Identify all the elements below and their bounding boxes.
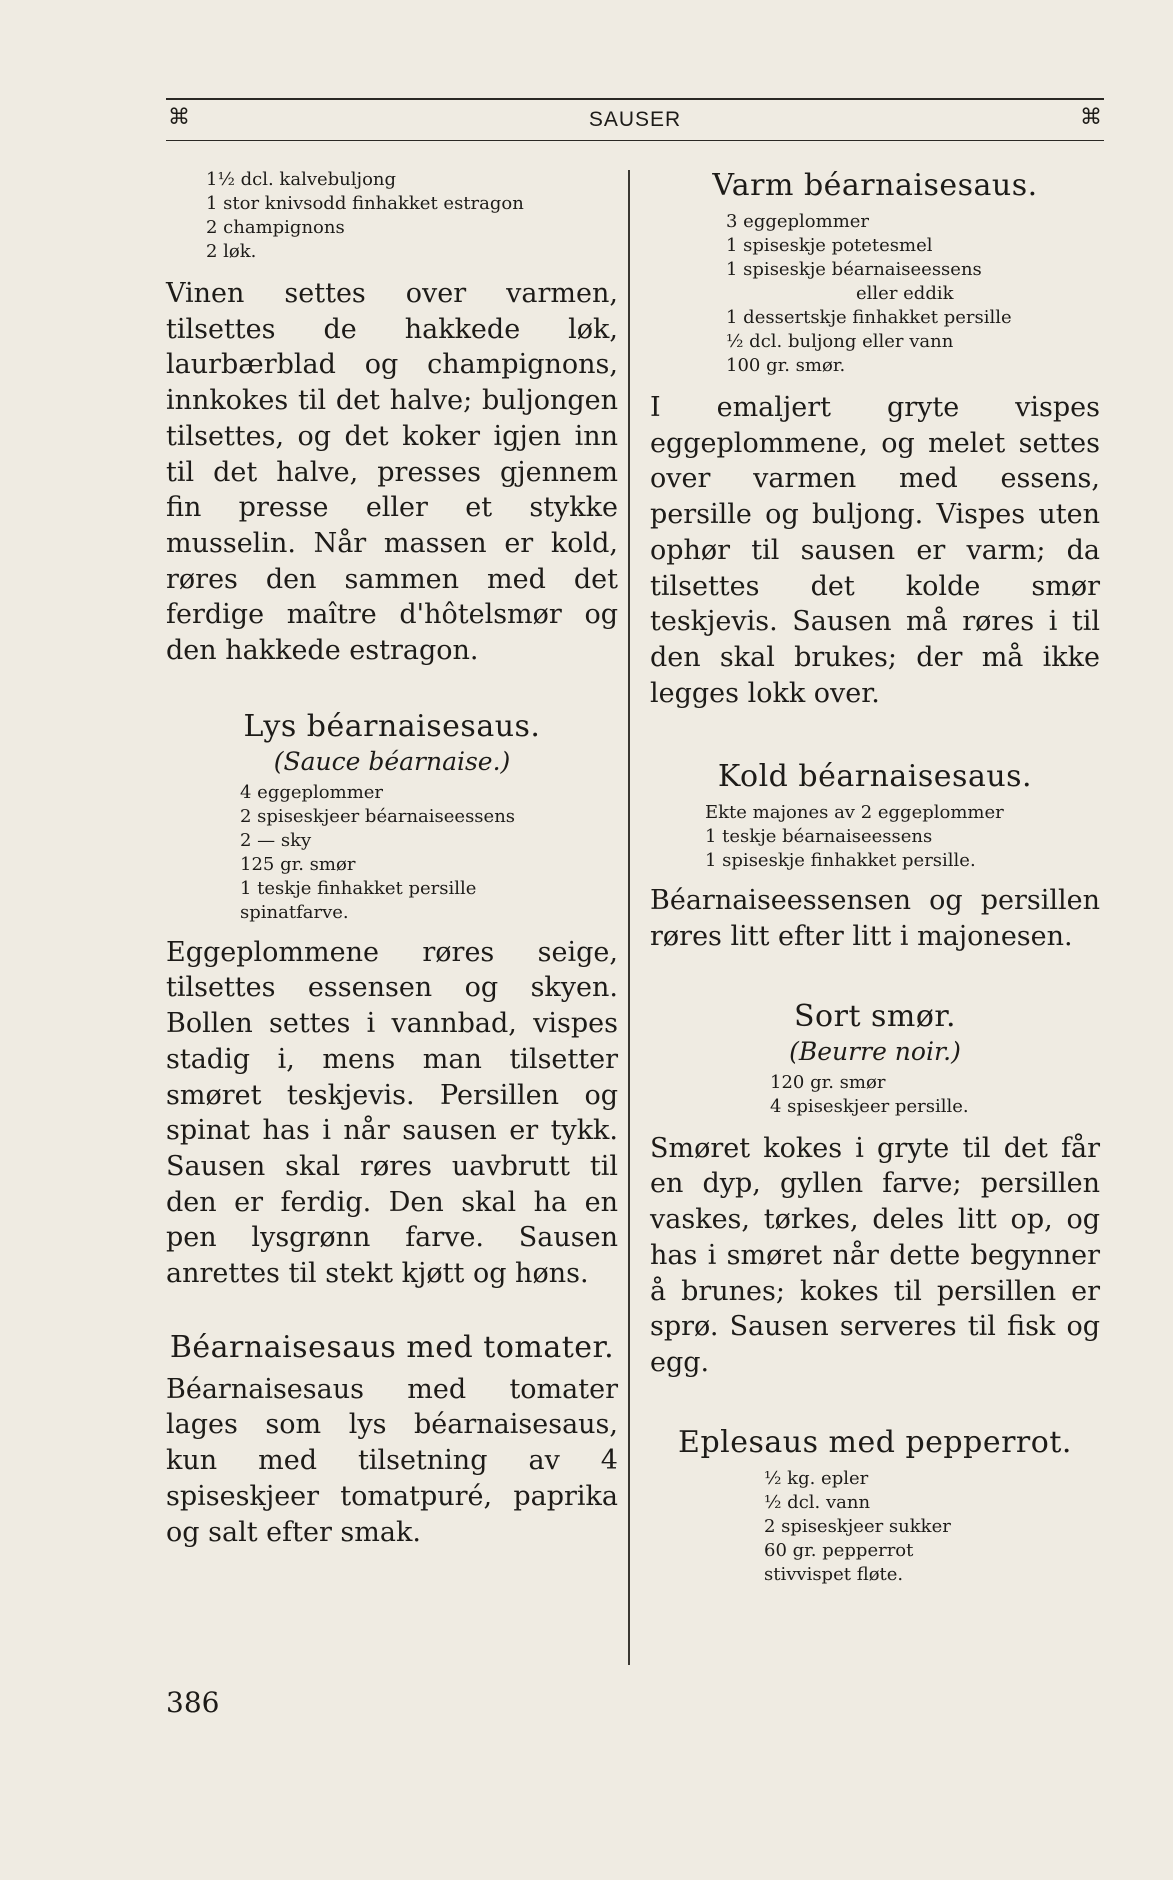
column-divider	[628, 170, 630, 1665]
right-column	[650, 168, 1100, 1587]
running-header	[166, 98, 1104, 141]
ingredient-item: 1 spiseskje potetesmel	[726, 235, 933, 256]
recipe-text-kold: Béarnaiseessensen og persillen røres litt efter litt i majonesen.	[650, 885, 1100, 953]
ingredient-item: 1 teskje béarnaiseessens	[705, 826, 933, 848]
ingredient-item: 3 eggeplommer	[726, 211, 870, 232]
recipe-subtitle-lys: (Sauce béarnaise.)	[273, 746, 511, 776]
recipe-text-varm: I emaljert gryte vispes eggeplommene, og melet settes over varmen med essens, persille og buljong. Vispes uten ophør til sausen er varm; da tilsettes det kolde smør teskjevis. Sausen må røres i til den skal brukes; der må ikke legges lokk over.	[650, 392, 1100, 709]
ingredient-item: 125 gr. smør	[240, 853, 356, 875]
recipe-title-sort: Sort smør.	[793, 998, 957, 1034]
ingredient-list-kold	[650, 801, 1100, 873]
recipe-text-lys: Eggeplommene røres seige, tilsettes essensen og skyen. Bollen settes i vannbad, vispes stadig i, mens man tilsetter smøret teskjevis. Persillen og spinat has i når sausen er tykk. Sausen skal røres uavbrutt til den er ferdig. Den skal ha en pen lysgrønn farve. Sausen anrettes til stekt kjøtt og høns.	[166, 936, 618, 1290]
ingredient-item: Ekte majones av 2 eggeplommer	[705, 802, 1004, 824]
ingredient-item: 1½ dcl. kalvebuljong	[206, 169, 397, 190]
ingredient-item: 2 løk.	[206, 241, 257, 262]
recipe-title-tomater: Béarnaisesaus med tomater.	[169, 1329, 615, 1365]
ingredient-list-lys	[166, 781, 618, 925]
ingredient-item: 60 gr. pepperrot	[764, 1539, 914, 1561]
recipe-subtitle-sort: (Beurre noir.)	[789, 1036, 961, 1066]
ingredient-item: 1 teskje finhakket persille	[240, 877, 477, 899]
ingredient-item: eller eddik	[856, 283, 954, 304]
running-header-title: SAUSER	[588, 108, 682, 131]
ingredient-list-sort	[650, 1071, 1100, 1119]
ingredient-item: 100 gr. smør.	[726, 355, 846, 376]
recipe-title-lys: Lys béarnaisesaus.	[243, 708, 541, 744]
ingredient-item: ½ dcl. buljong eller vann	[726, 331, 954, 352]
intro-ingredient-list	[166, 168, 618, 264]
recipe-title-eple: Eplesaus med pepperrot.	[678, 1424, 1072, 1460]
ingredient-item: 1 dessertskje finhakket persille	[726, 307, 1012, 328]
ingredient-item: 1 stor knivsodd finhakket estragon	[206, 193, 524, 214]
ingredient-item: 2 spiseskjeer béarnaiseessens	[240, 805, 516, 827]
ingredient-item: 2 champignons	[206, 217, 345, 238]
recipe-title-varm: Varm béarnaisesaus.	[712, 168, 1038, 203]
ingredient-item: 2 spiseskjeer sukker	[764, 1515, 951, 1537]
ingredient-item: 2 — sky	[240, 829, 312, 851]
ingredient-item: stivvispet fløte.	[764, 1563, 904, 1585]
ingredient-item: 1 spiseskje finhakket persille.	[705, 850, 976, 872]
ingredient-item: 1 spiseskje béarnaiseessens	[726, 259, 982, 280]
ingredient-list-varm	[650, 210, 1100, 378]
header-ornament-left-icon: ⌘	[168, 105, 190, 130]
ingredient-item: 4 eggeplommer	[240, 781, 384, 803]
recipe-text-tomater: Béarnaisesaus med tomater lages som lys béarnaisesaus, kun med tilsetning av 4 spiseskjeer tomatpuré, paprika og salt efter smak.	[166, 1373, 618, 1548]
page-number: 386	[166, 1686, 220, 1719]
ingredient-item: spinatfarve.	[240, 901, 349, 923]
recipe-text-sort: Smøret kokes i gryte til det får en dyp, gyllen farve; persillen vaskes, tørkes, deles litt op, og has i smøret når dette begynner å brunes; kokes til persillen er sprø. Sausen serveres til fisk og egg.	[650, 1132, 1100, 1378]
ingredient-item: 120 gr. smør	[770, 1071, 886, 1093]
header-ornament-right-icon: ⌘	[1080, 105, 1102, 130]
ingredient-item: ½ dcl. vann	[764, 1491, 871, 1513]
ingredient-item: ½ kg. epler	[764, 1467, 869, 1489]
recipe-title-kold: Kold béarnaisesaus.	[717, 759, 1033, 795]
ingredient-item: 4 spiseskjeer persille.	[770, 1095, 969, 1117]
intro-paragraph: Vinen settes over varmen, tilsettes de hakkede løk, laurbærblad og champignons, innkokes til det halve; buljongen tilsettes, og det koker igjen inn til det halve, presses gjennem fin presse eller et stykke musselin. Når massen er kold, røres den sammen med det ferdige maître d'hôtelsmør og den hakkede estragon.	[166, 278, 618, 667]
ingredient-list-eple	[650, 1467, 1100, 1587]
left-column	[166, 168, 618, 1550]
